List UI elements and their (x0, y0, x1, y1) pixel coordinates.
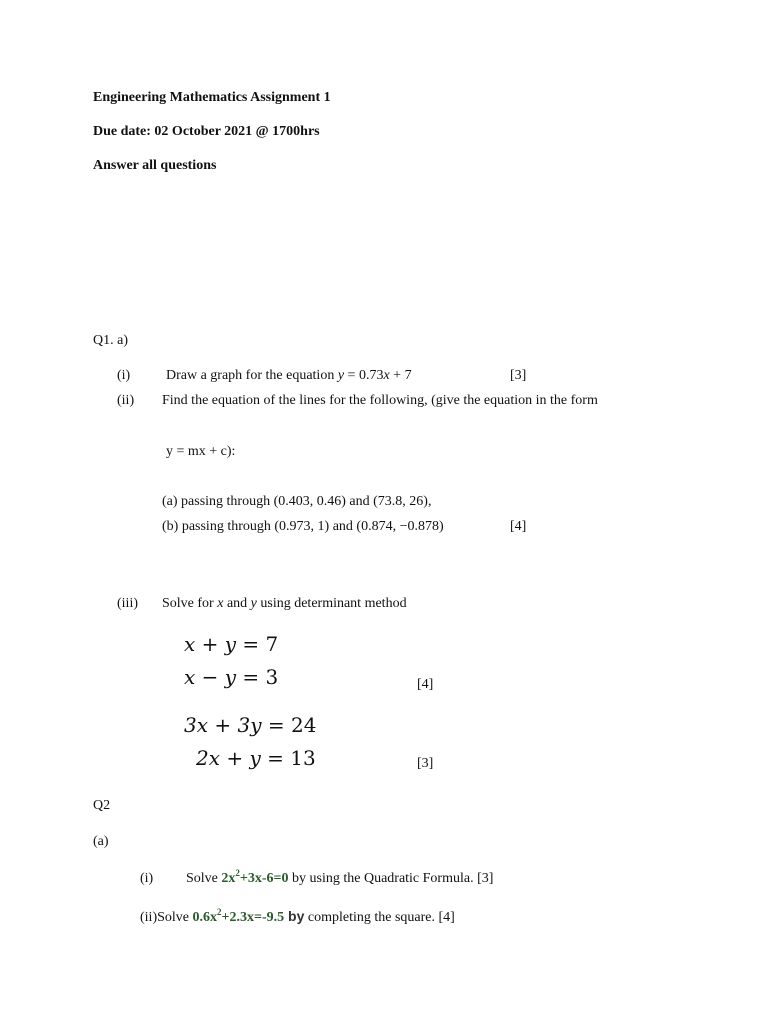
q2-ii-eq-rest: +2.3x=-9.5 (221, 910, 285, 925)
system1-eq2-op: − (195, 665, 225, 689)
instruction: Answer all questions (93, 158, 217, 173)
system1-marks: [4] (417, 677, 434, 692)
system2-eq1-eq: = 24 (261, 713, 317, 737)
system2-eq1-a: 3x (184, 713, 209, 737)
q1-i-x: x (383, 368, 390, 383)
q1-iii-and: and (223, 596, 251, 611)
q2-heading: Q2 (93, 798, 111, 813)
q2-ii-prefix: (ii)Solve (140, 910, 193, 925)
q2-i-number: (i) (140, 871, 154, 886)
q1-ii-a: (a) passing through (0.403, 0.46) and (73.8, 26), (162, 494, 432, 509)
due-date: Due date: 02 October 2021 @ 1700hrs (93, 124, 320, 139)
system2-eq2-op: + (220, 746, 250, 770)
system1-eq1 (184, 631, 278, 657)
q2-ii-suffix: completing the square. [4] (304, 910, 455, 925)
q1-i-text (166, 367, 412, 385)
q1-i-number: (i) (117, 368, 131, 383)
q2-i-eq-base: 2x (221, 871, 236, 886)
q1-i-y: y (337, 368, 345, 383)
q1-iii-text (162, 595, 407, 613)
q2-part-a: (a) (93, 834, 109, 849)
q2-ii-eq-sup: 2 (217, 907, 222, 917)
system1-eq1-eq: = 7 (236, 632, 279, 656)
q2-i-eq-sup: 2 (235, 868, 240, 878)
system2-eq2-b: y (249, 746, 261, 770)
system1-eq1-op: + (195, 632, 225, 656)
q2-i-eq-rest: +3x-6=0 (239, 871, 289, 886)
system1-eq2 (184, 664, 278, 690)
system1-eq2-a: x (184, 665, 196, 689)
q1-ii-b: (b) passing through (0.973, 1) and (0.874, −0.878) (162, 519, 444, 534)
q2-i-prefix: Solve (186, 871, 222, 886)
q2-ii-eq-base: 0.6x (192, 910, 217, 925)
q2-i-suffix: by using the Quadratic Formula. [3] (288, 871, 494, 886)
system2-eq2-eq: = 13 (260, 746, 316, 770)
system2-marks: [3] (417, 756, 434, 771)
q1-ii-form: y = mx + c): (166, 444, 236, 459)
q1-iii-number: (iii) (117, 596, 138, 611)
q1-iii-suffix: using determinant method (256, 596, 407, 611)
q1-iii-y: y (250, 596, 257, 611)
system2-eq1 (184, 712, 316, 738)
q1-i-prefix: Draw a graph for the equation (166, 368, 338, 383)
q1-i-mid: = 0.73 (344, 368, 384, 383)
q2-ii-text (140, 907, 455, 927)
system1-eq2-eq: = 3 (236, 665, 279, 689)
q2-ii-equation (192, 907, 285, 925)
assignment-title: Engineering Mathematics Assignment 1 (93, 90, 331, 105)
q1-iii-prefix: Solve for (162, 596, 218, 611)
q1-i-marks: [3] (510, 368, 527, 383)
system2-eq2-a: 2x (196, 746, 221, 770)
system2-eq2 (196, 745, 316, 771)
system2-eq1-op: + (208, 713, 238, 737)
q1-i-end: + 7 (389, 368, 412, 383)
q1-iii-x: x (217, 596, 224, 611)
q1-ii-marks: [4] (510, 519, 527, 534)
q2-ii-by: by (284, 908, 305, 924)
system1-eq1-b: y (224, 632, 237, 656)
q1-heading: Q1. a) (93, 333, 128, 348)
system2-eq1-b: 3y (237, 713, 262, 737)
system1-eq1-a: x (184, 632, 196, 656)
q2-i-equation (221, 868, 289, 886)
system1-eq2-b: y (224, 665, 237, 689)
q1-ii-number: (ii) (117, 393, 135, 408)
q1-ii-text: Find the equation of the lines for the following, (give the equation in the form (162, 393, 598, 408)
q2-i-text (186, 870, 493, 888)
